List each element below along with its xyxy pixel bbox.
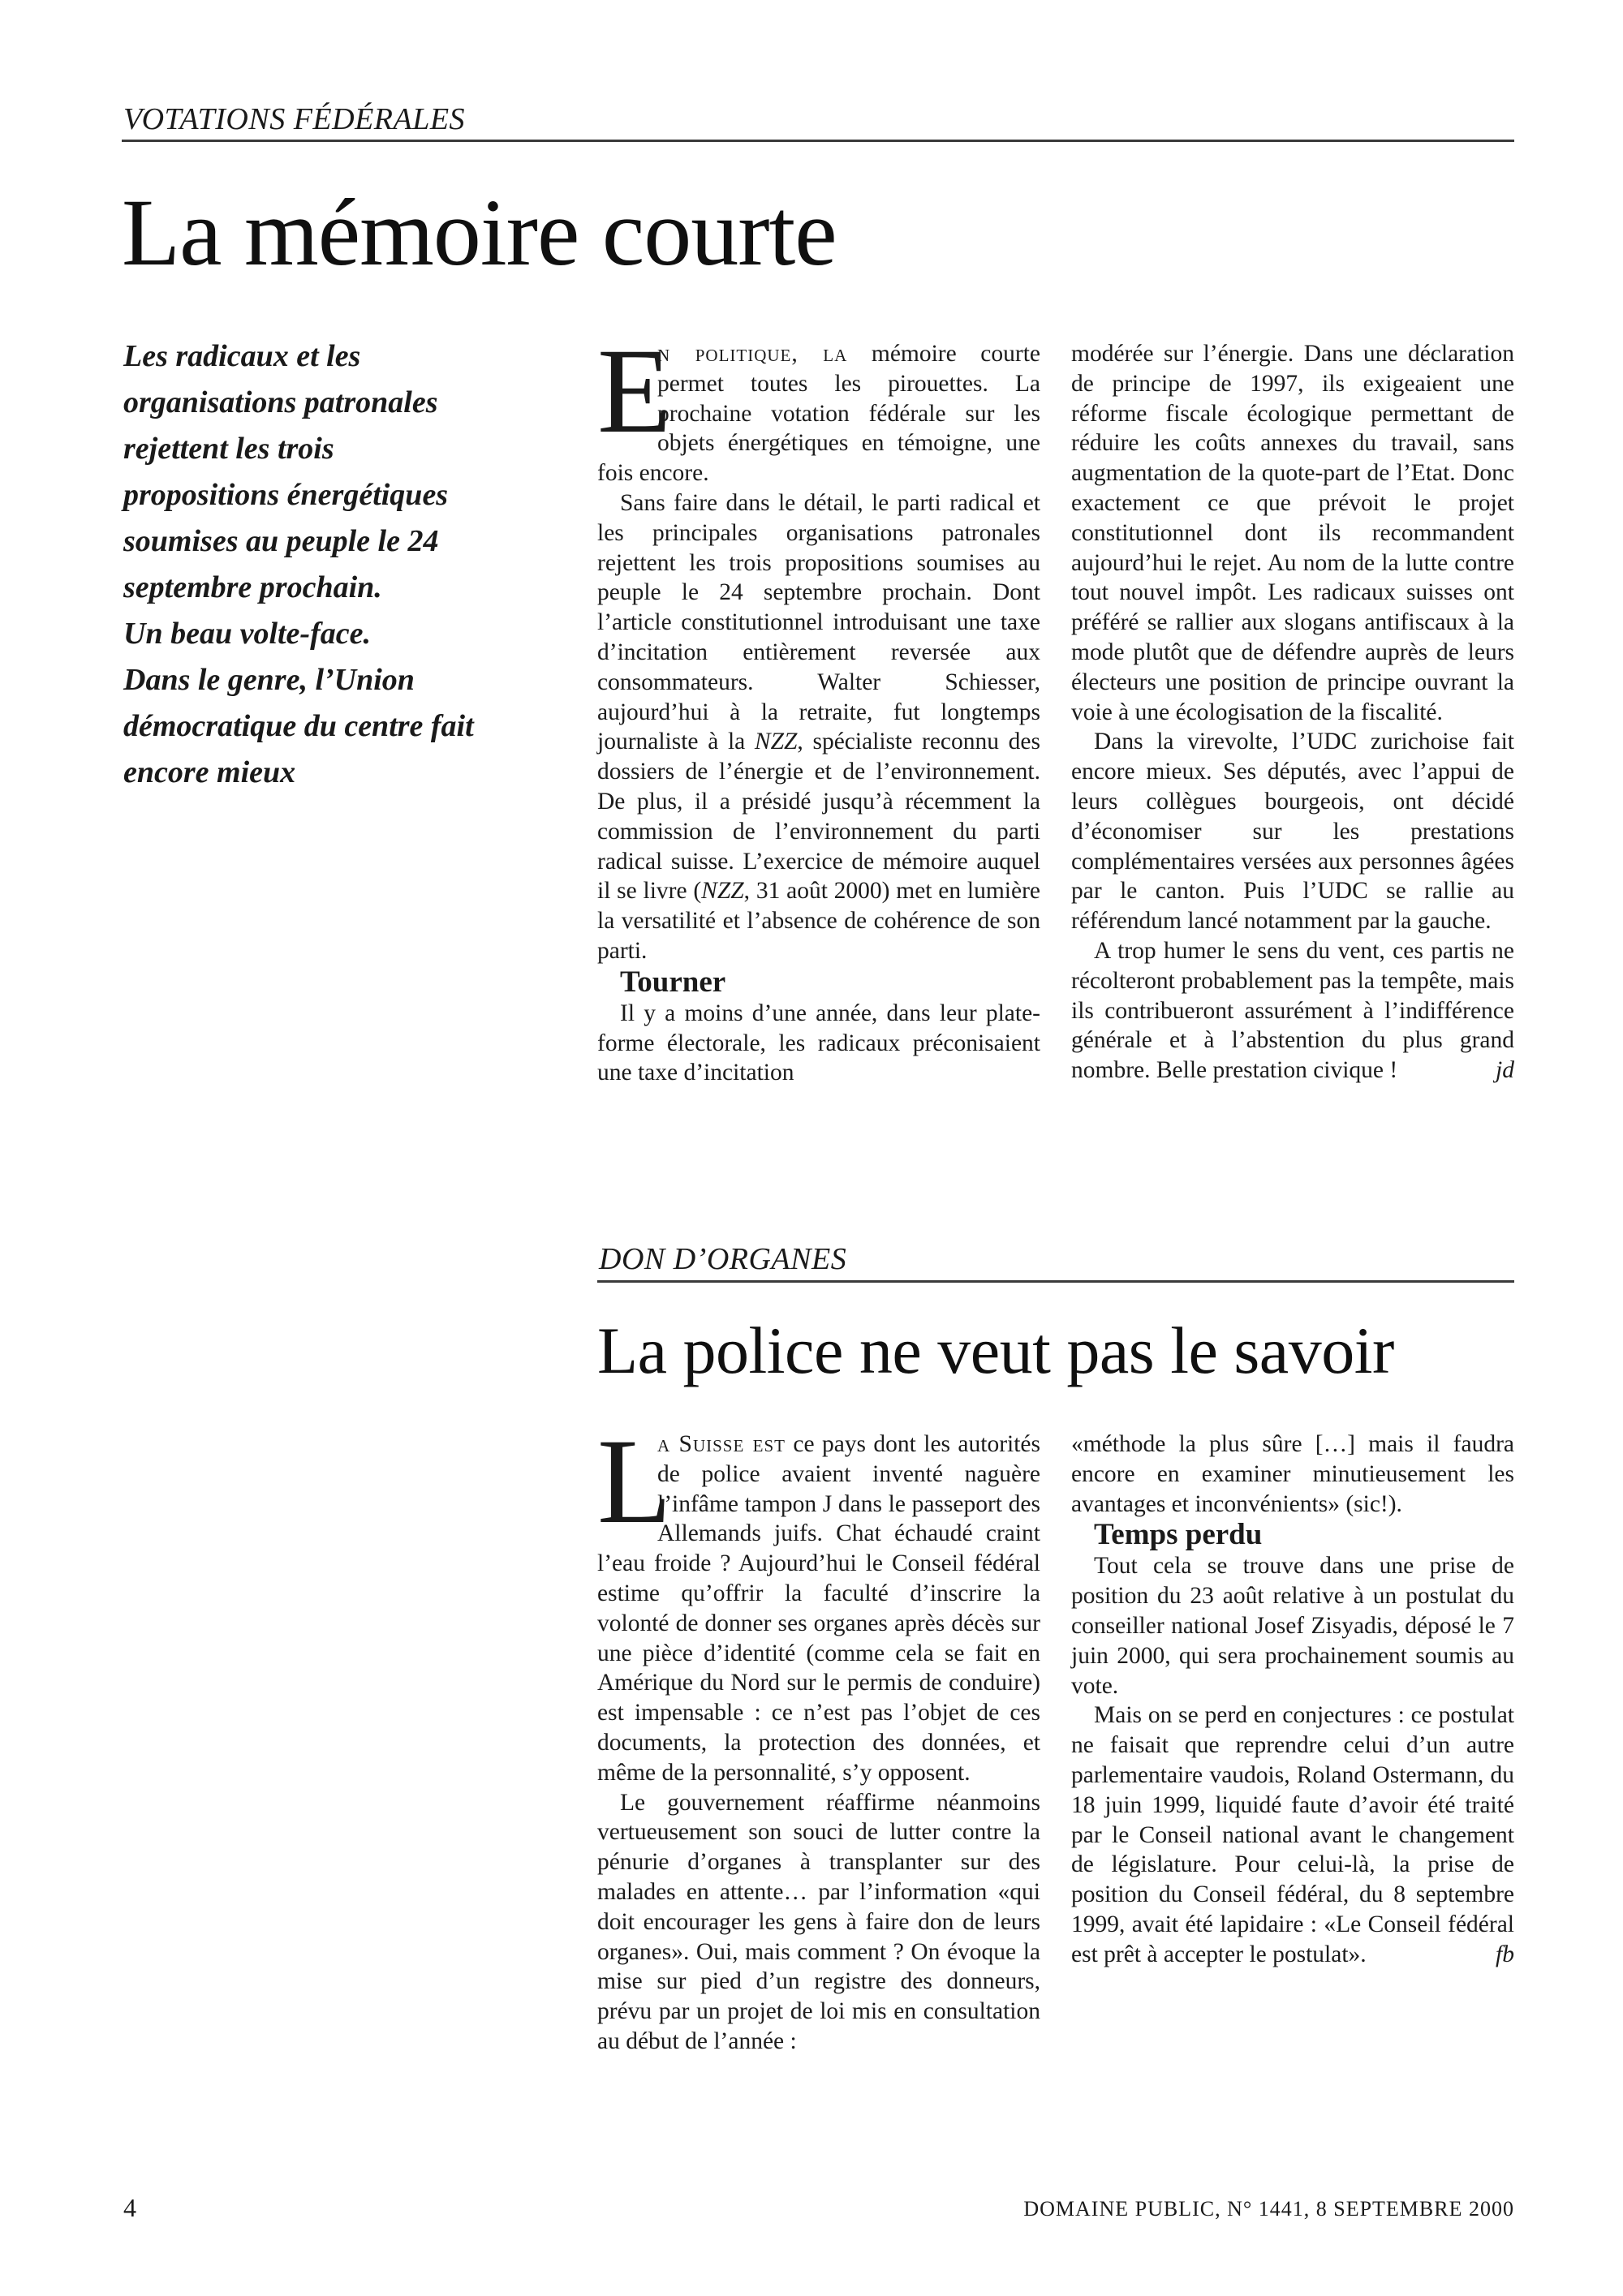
publication-name: NZZ [701,878,744,905]
body-paragraph: A trop humer le sens du vent, ces partis ne récolteront probablement pas la tempête, mais ils contribueront assurément à l’indifférence générale et à l’abstention du plus grand nombre. Belle prestation civique ! jd [1071,936,1514,1086]
lead-in: a Suisse est [657,1431,786,1457]
body-paragraph: Tout cela se trouve dans une prise de position du 23 août relative à un postulat du conseiller national Josef Zisyadis, déposé le 7 juin 2000, qui sera prochainement soumis au vote. [1071,1553,1514,1699]
lede-line: Les radicaux et les [123,339,361,373]
body-paragraph: Il y a moins d’une année, dans leur plate-forme électorale, les radicaux préconisaient une taxe d’incitation [597,1000,1040,1086]
body-paragraph: Sans faire dans le détail, le parti radical et les principales organisations patronales rejettent les trois propositions soumises au peuple le 24 septembre prochain. Dont l’article constitutionnel introduisant une taxe d’incitation entièrement reversée aux consommateurs. Walter Schiesser, aujourd’hui à la retraite, fut longtemps journaliste à la NZZ, spécialiste reconnu des dossiers de l’énergie et de l’environnement. De plus, il a présidé jusqu’à récemment la commission de l’environnement du parti radical suisse. L’exercice de mémoire auquel il se livre (NZZ, 31 août 2000) met en lumière la versatilité et l’absence de cohérence de son parti. [597,489,1041,964]
article-column [597,1414,1040,2057]
body-paragraph: Le gouvernement réaffirme néanmoins vertueusement son souci de lutter contre la pénurie d’organes à transplanter sur des malades en attente… par l’information «qui doit encourager les gens à faire don de leurs organes». Oui, mais comment ? On évoque la mise sur pied d’un registre des donneurs, prévu par un projet de loi mis en consultation au début de l’année : [597,1789,1040,2054]
article-title: La police ne veut pas le savoir [597,1314,1394,1387]
lede-line: Dans le genre, l’Union [123,663,415,697]
section-label: DON D’ORGANES [599,1242,847,1276]
lede-line: démocratique du centre fait [123,709,474,743]
body-paragraph: «méthode la plus sûre […] mais il faudra encore en examiner minutieusement les avantages et inconvénients» (sic!). [1071,1431,1514,1517]
lede-line: organisations patronales [123,385,438,419]
subheading: Tourner [620,965,726,999]
body-paragraph: E n politique, la mémoire courte permet toutes les pirouettes. La prochaine votation fédérale sur les objets énergétiques en témoigne, une fois encore. [597,324,1040,487]
section-rule [122,140,1514,142]
drop-cap: E [597,324,672,458]
lede-line: Un beau volte-face. [123,617,371,651]
article-column [1071,1430,1514,1970]
lead-in: n politique, la [657,341,848,367]
article-column [1071,339,1514,1086]
body-paragraph: modérée sur l’énergie. Dans une déclaration de principe de 1997, ils exigeaient une réforme fiscale écologique permettant de réduire les coûts annexes du travail, sans augmentation de la quote-part de l’Etat. Donc exactement ce que prévoit le projet constitutionnel dont ils recommandent aujourd’hui le rejet. Au nom de la lutte contre tout nouvel impôt. Les radicaux suisses ont préféré se rallier aux slogans antifiscaux à la mode plutôt que de défendre auprès de leurs électeurs une position de principe ouvrant la voie à une écologisation de la fiscalité. [1071,341,1514,725]
body-paragraph: Mais on se perd en conjectures : ce postulat ne faisait que reprendre celui d’un autre parlementaire vaudois, Roland Ostermann, du 18 juin 1999, liquidé faute d’avoir été traité par le Conseil national avant le changement de législature. Pour celui-là, la prise de position du Conseil fédéral, du 8 septembre 1999, avait été lapidaire : «Le Conseil fédéral est prêt à accepter le postulat». fb [1071,1701,1514,1969]
lede-line: encore mieux [123,755,296,789]
article-column [597,324,1041,1088]
author-signature: jd [1496,1057,1514,1084]
drop-cap: L [597,1414,672,1549]
page-number: 4 [123,2193,137,2222]
publication-footer: DOMAINE PUBLIC, N° 1441, 8 SEPTEMBRE 2000 [1023,2197,1514,2221]
section-label: VOTATIONS FÉDÉRALES [123,102,466,136]
body-paragraph: L a Suisse est ce pays dont les autorités de police avaient inventé naguère l’infâme tampon J dans le passeport des Allemands juifs. Chat échaudé craint l’eau froide ? Aujourd’hui le Conseil fédéral estime qu’offrir la faculté d’inscrire la volonté de donner ses organes après décès sur une pièce d’identité (comme cela se fait en Amérique du Nord sur le permis de conduire) est impensable : ce n’est pas l’objet de ces documents, la protection des données, et même de la personnalité, s’y opposent. [597,1414,1040,1786]
publication-name: NZZ [754,729,798,755]
lede-line: propositions énergétiques [123,478,449,512]
lede-line: rejettent les trois [123,432,334,466]
section-rule [597,1280,1514,1283]
article-lede [123,333,578,796]
lede-line: septembre prochain. [123,570,382,604]
article-title: La mémoire courte [122,179,837,286]
lede-line: soumises au peuple le 24 [123,524,439,558]
subheading: Temps perdu [1094,1518,1263,1552]
body-paragraph: Dans la virevolte, l’UDC zurichoise fait encore mieux. Ses députés, avec l’appui de leurs collègues bourgeois, ont décidé d’économiser sur les prestations complémentaires versées aux personnes âgées par le canton. Puis l’UDC se rallie au référendum lancé notamment par la gauche. [1071,729,1514,935]
author-signature: fb [1496,1941,1514,1967]
